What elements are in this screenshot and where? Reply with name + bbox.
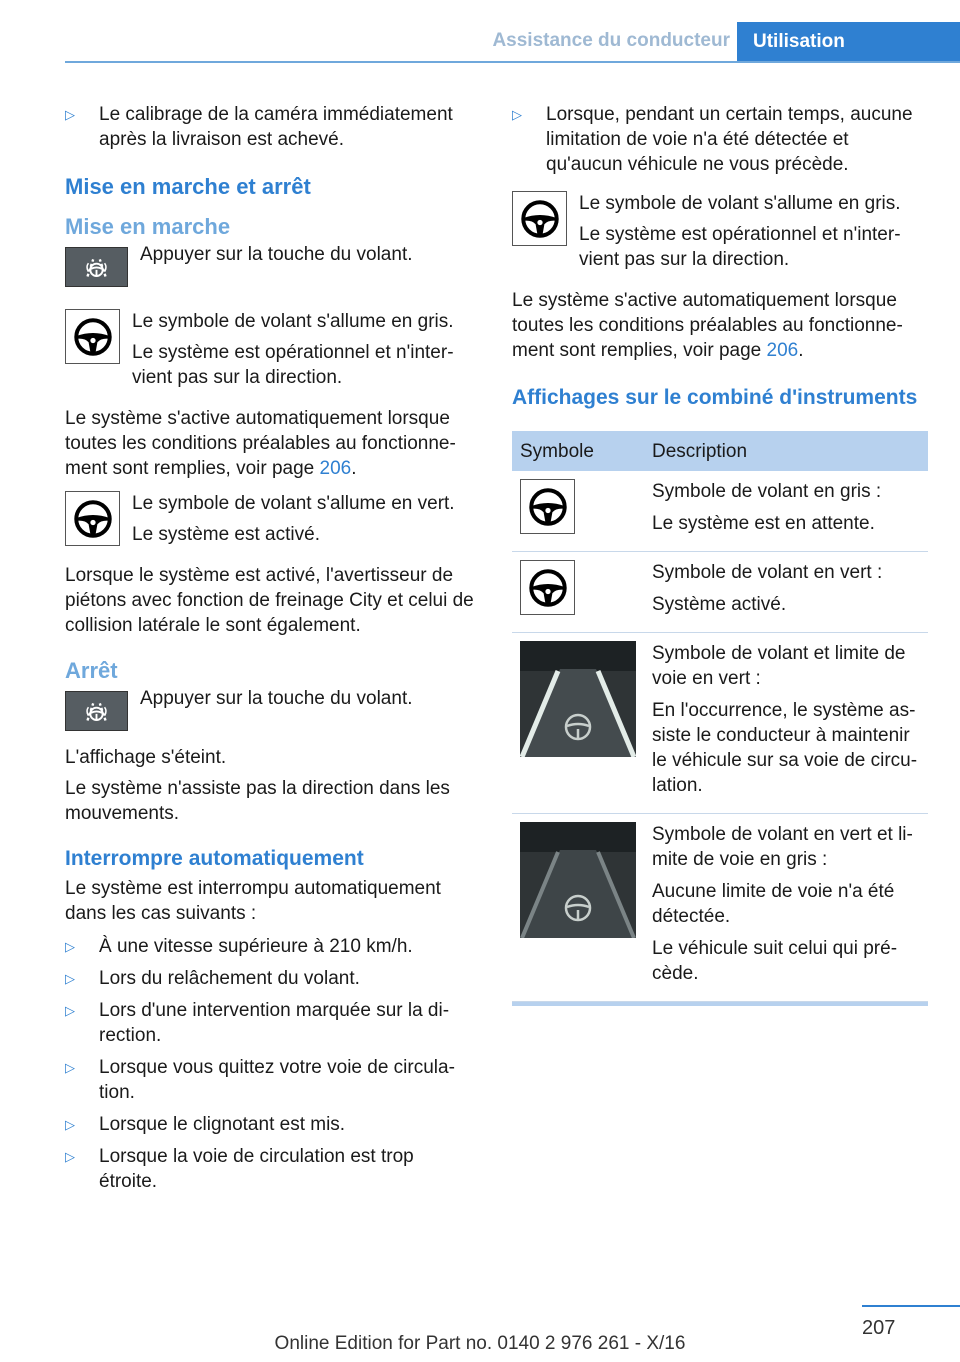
table-row: [512, 814, 928, 1002]
heading-switch-on: Mise en marche: [65, 214, 231, 239]
symbol-cell: [512, 633, 644, 814]
symbol-cell: [512, 814, 644, 1002]
page-link[interactable]: 206: [766, 340, 799, 361]
press-button-text: Appuyer sur la touche du volant.: [140, 688, 413, 709]
table-row: [512, 633, 928, 814]
operational-text: Le système est opérationnel et n'intervient pas sur la direction.: [132, 342, 454, 388]
display-off-text: L'affichage s'éteint.: [65, 747, 227, 768]
col-description-header: Description: [644, 431, 928, 471]
switch-on-step: [65, 242, 477, 287]
description-line: Symbole de volant en vert et limite de voie en gris :: [652, 824, 913, 870]
description-line: Aucune limite de voie n'a été détectée.: [652, 881, 895, 927]
green-on-text: Le symbole de volant s'allume en vert.: [132, 493, 455, 514]
right-column: [512, 102, 928, 1006]
auto-activate-text: [65, 406, 477, 481]
table-row: [512, 552, 928, 633]
green-wheel-row: [65, 491, 477, 553]
description-line: Le véhicule suit celui qui précède.: [652, 938, 898, 984]
left-column: [65, 102, 477, 1204]
heading-on-off: Mise en marche et arrêt: [65, 174, 311, 199]
description-line: En l'occurrence, le système assiste le conducteur à maintenir le véhicule sur sa voie de circulation.: [652, 700, 918, 796]
table-row: [512, 471, 928, 552]
steering-wheel-green-icon: [65, 491, 120, 546]
auto-activate-body: Le système s'active automatiquement lorsque toutes les conditions préalables au fonctionnement sont remplies, voir page: [65, 408, 456, 479]
page-number: 207: [862, 1317, 896, 1339]
bullet-item: ▷ Lors d'une intervention marquée sur la direction.: [65, 998, 477, 1048]
auto-activate-body: Le système s'active automatiquement lorsque toutes les conditions préalables au fonctionnement sont remplies, voir page: [512, 290, 903, 361]
description-cell: [644, 552, 928, 633]
footer-edition: Online Edition for Part no. 0140 2 976 261 - X/16: [274, 1333, 686, 1354]
description-line: Le système est en attente.: [652, 513, 875, 534]
switch-off-step: [65, 686, 477, 731]
lane-assist-button-icon: [65, 247, 128, 287]
table-end-rule: [512, 1002, 928, 1006]
description-line: Symbole de volant en vert :: [652, 562, 883, 583]
col-symbol-header: Symbole: [512, 431, 644, 471]
heading-switch-off: Arrêt: [65, 658, 118, 683]
gray-on-text: Le symbole de volant s'allume en gris.: [132, 311, 454, 332]
press-button-text: Appuyer sur la touche du volant.: [140, 244, 413, 265]
period: .: [798, 340, 804, 361]
gray-on-text: Le symbole de volant s'allume en gris.: [579, 193, 901, 214]
description-cell: [644, 633, 928, 814]
page-link[interactable]: 206: [319, 458, 352, 479]
warning-info-text: Lorsque le système est activé, l'avertisseur de piétons avec fonction de freinage City et celui de collision latérale le sont également.: [65, 565, 474, 636]
description-line: Symbole de volant et limite de voie en vert :: [652, 643, 906, 689]
steering-wheel-gray-icon: [520, 479, 575, 534]
header-rule: [65, 61, 960, 63]
bullet-item: ▷ À une vitesse supérieure à 210 km/h.: [65, 934, 477, 959]
gray-wheel-row: [65, 309, 477, 396]
running-header-tab: Utilisation: [737, 22, 960, 63]
description-line: Symbole de volant en gris :: [652, 481, 882, 502]
running-header-section: Assistance du conducteur: [492, 30, 730, 51]
interrupt-intro: Le système est interrompu automatiquement dans les cas suivants :: [65, 878, 441, 924]
table-header-row: [512, 431, 928, 471]
bullet-calibration: ▷ Le calibrage de la caméra immédiatement après la livraison est achevé.: [65, 102, 477, 152]
gray-wheel-row: [512, 191, 928, 278]
lane-limit-gray-image: [520, 822, 636, 938]
description-cell: [644, 814, 928, 1002]
lane-limit-green-image: [520, 641, 636, 757]
no-assist-text: Le système n'assiste pas la direction dans les mouvements.: [65, 778, 450, 824]
lane-assist-button-icon: [65, 691, 128, 731]
period: .: [351, 458, 357, 479]
steering-wheel-green-icon: [520, 560, 575, 615]
bullet-item: ▷ Lorsque vous quittez votre voie de circulation.: [65, 1055, 477, 1105]
operational-text: Le système est opérationnel et n'intervient pas sur la direction.: [579, 224, 901, 270]
description-line: Système activé.: [652, 594, 787, 615]
steering-wheel-gray-icon: [512, 191, 567, 246]
auto-activate-text: [512, 288, 928, 363]
bullet-item: ▷ Lorsque le clignotant est mis.: [65, 1112, 477, 1137]
footer-rule: [862, 1305, 960, 1307]
heading-displays: Affichages sur le combiné d'instruments: [512, 386, 918, 409]
steering-wheel-gray-icon: [65, 309, 120, 364]
symbol-cell: [512, 471, 644, 552]
active-text: Le système est activé.: [132, 524, 320, 545]
bullet-item: ▷ Lorsque la voie de circulation est trop étroite.: [65, 1144, 477, 1194]
bullet-item: ▷ Lors du relâchement du volant.: [65, 966, 477, 991]
symbol-cell: [512, 552, 644, 633]
bullet-no-lane: ▷ Lorsque, pendant un certain temps, aucune limitation de voie n'a été détectée et qu'aucun véhicule ne vous précède.: [512, 102, 928, 177]
heading-interrupt: Interrompre automatiquement: [65, 847, 364, 870]
description-cell: [644, 471, 928, 552]
symbol-table: [512, 431, 928, 1002]
